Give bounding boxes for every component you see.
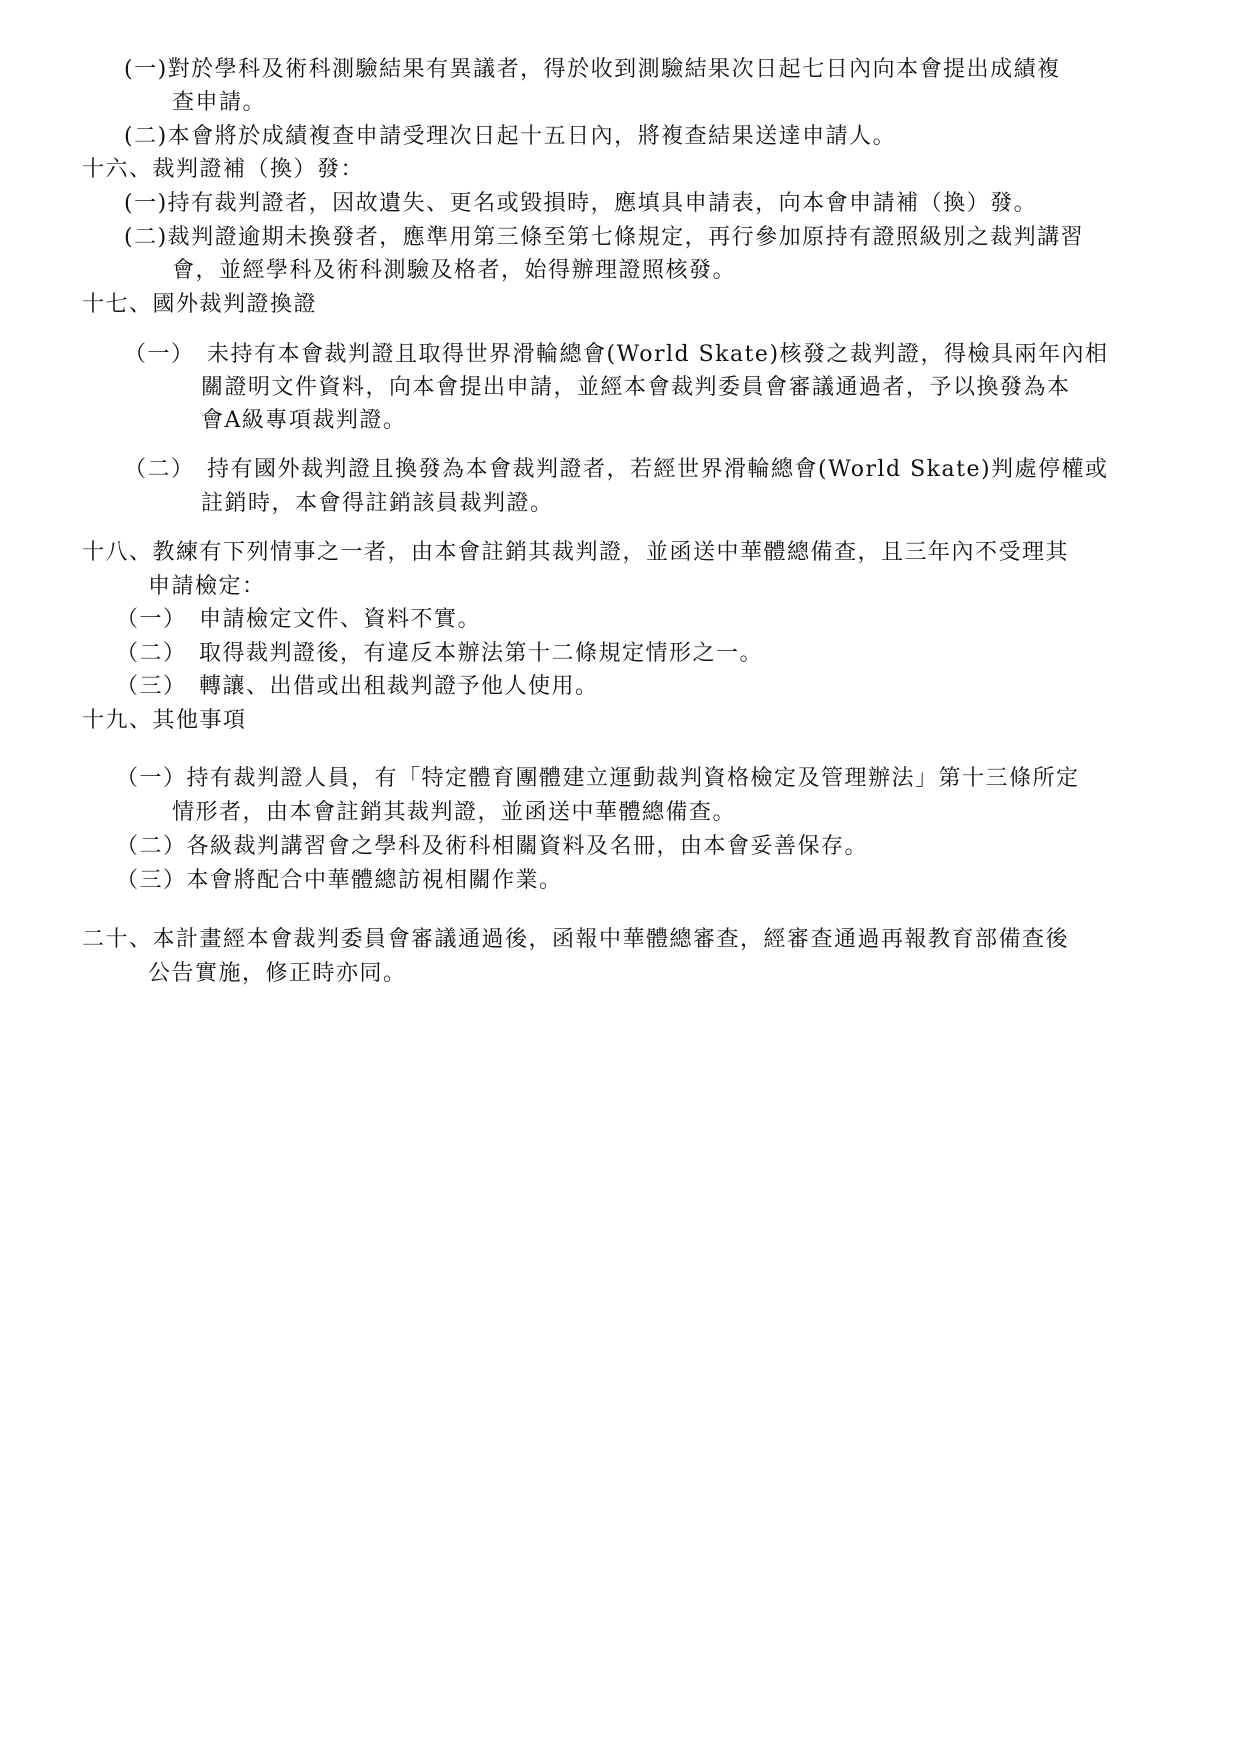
section-heading: 十七、國外裁判證換證 <box>82 292 318 317</box>
text-line: （二） 持有國外裁判證且換發為本會裁判證者，若經世界滑輪總會(World Skate)判處停權或 <box>124 457 1109 482</box>
text-line: (一)持有裁判證者，因故遺失、更名或毀損時，應填具申請表，向本會申請補（換）發。 <box>124 191 1038 216</box>
text-line: （一）持有裁判證人員，有「特定體育團體建立運動裁判資格檢定及管理辦法」第十三條所定 <box>116 766 1080 791</box>
text-line: 註銷時，本會得註銷該員裁判證。 <box>201 491 554 516</box>
text-line: 查申請。 <box>172 90 267 115</box>
text-line: (二)本會將於成績複查申請受理次日起十五日內，將複查結果送達申請人。 <box>124 124 897 149</box>
text-line: （三）本會將配合中華體總訪視相關作業。 <box>116 868 563 893</box>
text-line: 會，並經學科及術科測驗及格者，始得辦理證照核發。 <box>172 258 737 283</box>
section-heading: 二十、本計畫經本會裁判委員會審議通過後，函報中華體總審查，經審查通過再報教育部備查後 <box>82 927 1070 952</box>
text-line: 申請檢定： <box>148 574 266 599</box>
text-line: （二） 取得裁判證後，有違反本辦法第十二條規定情形之一。 <box>116 641 764 666</box>
section-heading: 十九、其他事項 <box>82 708 247 733</box>
section-heading: 十六、裁判證補（換）發： <box>82 157 365 182</box>
text-line: 情形者，由本會註銷其裁判證，並函送中華體總備查。 <box>172 800 737 825</box>
text-line: (二)裁判證逾期未換發者，應準用第三條至第七條規定，再行參加原持有證照級別之裁判講習 <box>124 225 1085 250</box>
text-line: （一） 未持有本會裁判證且取得世界滑輪總會(World Skate)核發之裁判證，得檢具兩年內相 <box>124 342 1109 367</box>
section-heading: 十八、教練有下列情事之一者，由本會註銷其裁判證，並函送中華體總備查，且三年內不受理其 <box>82 540 1070 565</box>
text-line: 關證明文件資料，向本會提出申請，並經本會裁判委員會審議通過者，予以換發為本 <box>201 375 1071 400</box>
text-line: （三） 轉讓、出借或出租裁判證予他人使用。 <box>116 674 599 699</box>
text-line: （二）各級裁判講習會之學科及術科相關資料及名冊，由本會妥善保存。 <box>116 834 869 859</box>
text-line: （一） 申請檢定文件、資料不實。 <box>116 607 482 632</box>
text-line: 公告實施，修正時亦同。 <box>148 961 407 986</box>
text-line: 會A級專項裁判證。 <box>201 408 407 433</box>
text-line: (一)對於學科及術科測驗結果有異議者，得於收到測驗結果次日起七日內向本會提出成績複 <box>124 57 1061 82</box>
